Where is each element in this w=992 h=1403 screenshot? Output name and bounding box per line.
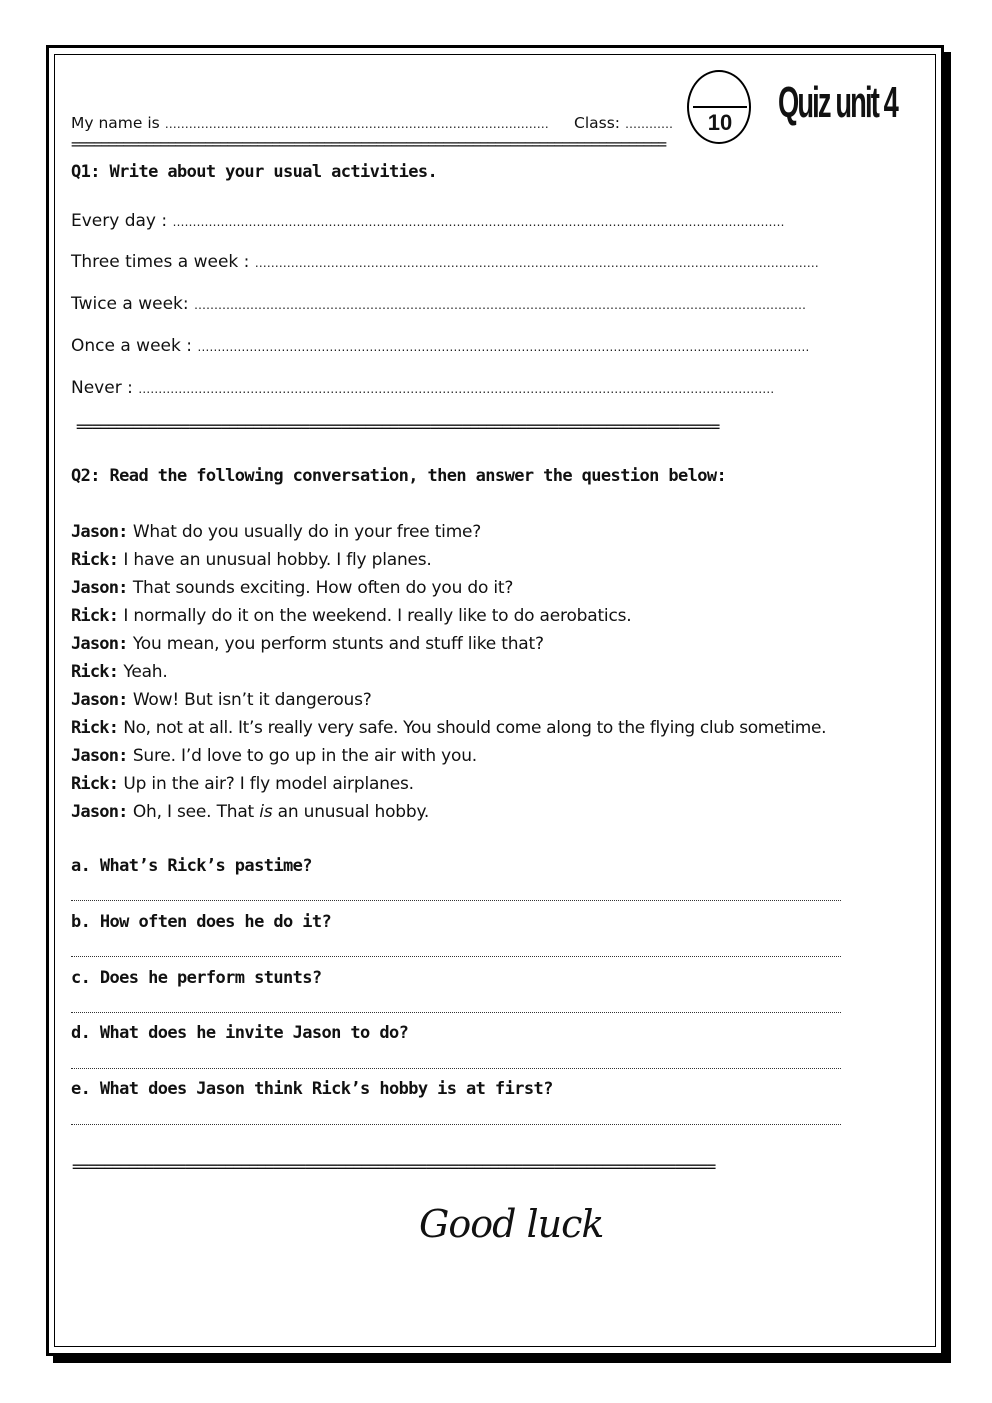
activity-label: Once a week : xyxy=(71,336,192,356)
dialogue-text: I have an unusual hobby. I fly planes. xyxy=(118,550,432,570)
dialogue-line xyxy=(71,518,826,546)
q2-heading: Q2: Read the following conversation, then answer the question below: xyxy=(71,466,727,486)
q1-heading: Q1: Write about your usual activities. xyxy=(71,162,438,182)
conversation xyxy=(71,518,826,826)
separator-line: ================================================================================ xyxy=(71,137,666,151)
speaker-name: Rick: xyxy=(71,662,119,682)
dialogue-text: No, not at all. It’s really very safe. You should come along to the flying club sometime. xyxy=(118,718,827,738)
good-luck-text: Good luck xyxy=(419,1202,604,1246)
dialogue-line xyxy=(71,714,826,742)
activity-label: Every day : xyxy=(71,211,168,231)
dialogue-text: Wow! But isn’t it dangerous? xyxy=(127,690,372,710)
answer-line-d[interactable] xyxy=(71,1068,841,1069)
activity-twice-a-week[interactable] xyxy=(71,294,806,314)
score-total: 10 xyxy=(707,110,733,135)
dialogue-line xyxy=(71,798,826,826)
speaker-name: Rick: xyxy=(71,550,119,570)
answer-line-a[interactable] xyxy=(71,900,841,901)
quiz-title: Quiz unit 4 xyxy=(778,78,897,127)
class-label: Class: xyxy=(574,114,621,132)
activity-label: Never : xyxy=(71,378,133,398)
activity-label: Twice a week: xyxy=(71,294,189,314)
dialogue-text: What do you usually do in your free time? xyxy=(127,522,482,542)
score-fraction-bar xyxy=(693,106,747,108)
separator-line: ================================================================================ xyxy=(76,420,719,434)
dialogue-line xyxy=(71,630,826,658)
dialogue-line xyxy=(71,546,826,574)
activity-blank[interactable]: ……………………………………………………………………………………………………………………………………… xyxy=(194,298,807,312)
activity-blank[interactable]: …………………………………………………………………………………………………………………………… xyxy=(254,256,819,270)
answer-line-c[interactable] xyxy=(71,1012,841,1013)
name-blank[interactable]: …………………………………………………………………………………… xyxy=(164,117,549,131)
speaker-name: Rick: xyxy=(71,718,119,738)
speaker-name: Jason: xyxy=(71,746,128,766)
question-b: b. How often does he do it? xyxy=(71,912,332,932)
dialogue-line xyxy=(71,686,826,714)
activity-blank[interactable]: ……………………………………………………………………………………………………………………………………… xyxy=(172,215,785,229)
dialogue-line xyxy=(71,658,826,686)
dialogue-text: I normally do it on the weekend. I really like to do aerobatics. xyxy=(118,606,632,626)
separator-line: ================================================================================ xyxy=(72,1160,715,1174)
speaker-name: Rick: xyxy=(71,774,119,794)
question-c: c. Does he perform stunts? xyxy=(71,968,322,988)
class-blank[interactable]: ………… xyxy=(624,117,673,131)
speaker-name: Rick: xyxy=(71,606,119,626)
dialogue-text: That sounds exciting. How often do you do it? xyxy=(127,578,514,598)
question-d: d. What does he invite Jason to do? xyxy=(71,1023,409,1043)
activity-blank[interactable]: …………………………………………………………………………………………………………………………………………… xyxy=(138,382,775,396)
activity-once-a-week[interactable] xyxy=(71,336,809,356)
answer-line-b[interactable] xyxy=(71,956,841,957)
dialogue-text: You mean, you perform stunts and stuff like that? xyxy=(127,634,544,654)
speaker-name: Jason: xyxy=(71,802,128,822)
activity-three-times-a-week[interactable] xyxy=(71,252,819,272)
answer-line-e[interactable] xyxy=(71,1124,841,1125)
activity-label: Three times a week : xyxy=(71,252,250,272)
activity-blank[interactable]: ……………………………………………………………………………………………………………………………………… xyxy=(197,340,810,354)
activity-every-day[interactable] xyxy=(71,211,785,231)
dialogue-line xyxy=(71,574,826,602)
name-label: My name is xyxy=(71,114,160,132)
dialogue-line xyxy=(71,602,826,630)
activity-never[interactable] xyxy=(71,378,774,398)
name-field[interactable] xyxy=(71,114,549,132)
dialogue-emphasis: is xyxy=(259,802,273,822)
dialogue-text: Up in the air? I fly model airplanes. xyxy=(118,774,414,794)
speaker-name: Jason: xyxy=(71,634,128,654)
dialogue-text: Oh, I see. That xyxy=(127,802,260,822)
speaker-name: Jason: xyxy=(71,578,128,598)
class-field[interactable] xyxy=(574,114,673,132)
question-a: a. What’s Rick’s pastime? xyxy=(71,856,312,876)
question-e: e. What does Jason think Rick’s hobby is at first? xyxy=(71,1079,553,1099)
speaker-name: Jason: xyxy=(71,690,128,710)
dialogue-text: an unusual hobby. xyxy=(272,802,430,822)
dialogue-text: Sure. I’d love to go up in the air with you. xyxy=(127,746,478,766)
dialogue-line xyxy=(71,742,826,770)
speaker-name: Jason: xyxy=(71,522,128,542)
dialogue-text: Yeah. xyxy=(118,662,168,682)
dialogue-line xyxy=(71,770,826,798)
